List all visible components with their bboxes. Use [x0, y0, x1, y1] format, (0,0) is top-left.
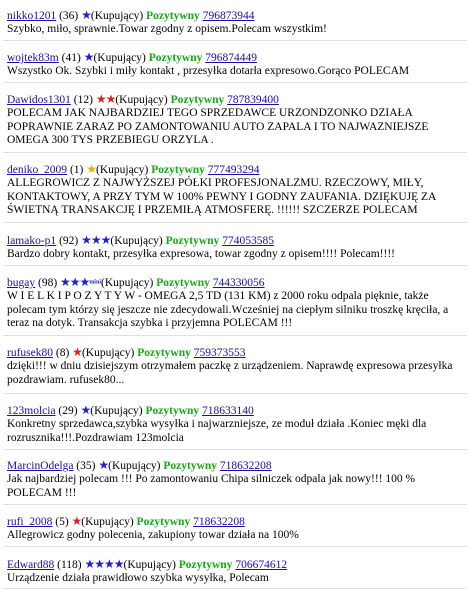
feedback-comment: Szybko, miło, sprawnie.Towar zgodny z opisem.Polecam wszystkim!: [7, 23, 327, 35]
buyer-role: (Kupujący): [81, 347, 135, 359]
auction-link[interactable]: 796873944: [202, 10, 255, 22]
feedback-entry: [0, 453, 470, 505]
auction-link[interactable]: 787839400: [227, 94, 279, 106]
user-link[interactable]: Dawidos1301: [7, 94, 71, 106]
red-star-icon: ★: [72, 345, 82, 359]
feedback-comment: Jak najbardziej polecam !!! Po zamontowaniu Chipa silniczek odpala jak nowy!!! 100 % POLECAM !!!: [7, 473, 416, 499]
rating-label: Pozytywny: [148, 52, 203, 64]
user-link[interactable]: lamako-p1: [7, 235, 57, 247]
feedback-comment: Urządzenie działa prawidłowo szybka wysyłka, Polecam: [7, 572, 269, 584]
rating-label: Pozytywny: [146, 10, 200, 22]
auction-link[interactable]: 706674612: [235, 559, 288, 571]
feedback-count: (1): [69, 164, 84, 176]
blue-star-icon: ★★★: [60, 275, 90, 289]
blue-star-icon: ★: [81, 8, 91, 22]
buyer-role: (Kupujący): [123, 559, 176, 571]
red-star-icon: ★: [71, 514, 82, 528]
feedback-entry: [0, 3, 470, 41]
feedback-header: [7, 93, 279, 108]
feedback-comment: W I E L K I P O Z Y T Y W - OMEGA 2,5 TD (131 KM) z 2000 roku odpala pięknie, także polecam tym którzy się jeszcze nie zdecydowali.Wcześniej na ciepłym silniku troszkę kręciła, a teraz na dotyk. Transakcja szybka i przyjemna POLECAM !!!: [7, 290, 449, 329]
rating-label: Pozytywny: [151, 164, 205, 176]
feedback-comment: ALLEGROWICZ Z NAJWYŻSZEJ PÓŁKI PROFESJONALZMU. RZECZOWY, MIŁY, KONTAKTOWY, A PRZY TYM W 100% PEWNY I GODNY ZAUFANIA. DZIĘKUJĘ ZA ŚWIETNĄ TRANSAKCJĘ I PRZEMIŁĄ ATMOSFERĘ. !!!!!! SZCZERZE POLECAM: [7, 177, 436, 216]
divider: [3, 335, 467, 336]
feedback-header: [7, 515, 245, 530]
divider: [3, 546, 467, 547]
auction-link[interactable]: 774053585: [222, 235, 274, 247]
buyer-role: (Kupujący): [110, 235, 163, 247]
rating-label: Pozytywny: [156, 277, 210, 289]
user-link[interactable]: 123molcia: [7, 405, 56, 417]
feedback-entry: [0, 228, 470, 266]
feedback-count: (118): [57, 559, 82, 571]
feedback-comment: dzięki!!! w dniu dzisiejszym otrzymałem paczkę z urządzeniem. Naprawdę expresowa przesyłka pozdrawiam. rufusek80...: [7, 360, 453, 386]
feedback-entry: [0, 270, 470, 336]
user-link[interactable]: MarcinOdelga: [7, 460, 74, 472]
feedback-entry: [0, 87, 470, 153]
divider: [3, 40, 467, 41]
auction-link[interactable]: 777493294: [207, 164, 260, 176]
user-link[interactable]: rufi_2008: [7, 516, 53, 528]
gold-star-icon: ★: [86, 162, 96, 176]
auction-link[interactable]: 796874449: [205, 52, 257, 64]
user-link[interactable]: bugay: [7, 277, 36, 289]
auction-link[interactable]: 718632208: [219, 460, 272, 472]
divider: [3, 265, 467, 266]
rating-label: Pozytywny: [137, 347, 191, 359]
feedback-count: (41): [61, 52, 81, 64]
user-link[interactable]: wojtek83m: [7, 52, 59, 64]
feedback-header: [7, 163, 260, 178]
user-link[interactable]: deniko_2009: [7, 164, 68, 176]
feedback-count: (92): [59, 235, 79, 247]
buyer-role: (Kupujący): [81, 516, 134, 528]
feedback-entry: [0, 509, 470, 547]
rating-label: Pozytywny: [136, 516, 191, 528]
buyer-role: (Kupujący): [90, 405, 143, 417]
blue-star-icon: ★★★: [81, 233, 111, 247]
buyer-role: (Kupujący): [96, 164, 149, 176]
feedback-header: [7, 9, 254, 24]
user-link[interactable]: Edward88: [7, 559, 55, 571]
divider: [3, 152, 467, 153]
rating-label: Pozytywny: [178, 559, 233, 571]
feedback-header: [7, 276, 265, 291]
divider: [3, 449, 467, 450]
auction-link[interactable]: 718633140: [202, 405, 254, 417]
divider: [3, 82, 467, 83]
feedback-header: [7, 51, 257, 66]
feedback-count: (35): [76, 460, 96, 472]
blue-star-icon: ★: [80, 403, 91, 417]
feedback-header: [7, 404, 254, 419]
rating-label: Pozytywny: [170, 94, 225, 106]
feedback-count: (5): [55, 516, 69, 528]
auction-link[interactable]: 744330056: [212, 277, 265, 289]
feedback-header: [7, 558, 287, 573]
red-star-icon: ★★: [95, 92, 116, 106]
feedback-count: (98): [37, 277, 58, 289]
divider: [3, 393, 467, 394]
buyer-role: (Kupujący): [108, 460, 161, 472]
blue-star-icon: ★★★★: [84, 557, 124, 571]
rating-label: Pozytywny: [165, 235, 220, 247]
feedback-comment: Konkretny sprzedawca,szybka wysyłka i najwarzniejsze, ze moduł działa .Koniec męki dla rozrusznika!!!.Pozdrawiam 123molcia: [7, 418, 427, 444]
feedback-entry: [0, 552, 470, 589]
buyer-role: (Kupujący): [93, 52, 146, 64]
feedback-comment: Bardzo dobry kontakt, przesyłka expresowa, towar zgodny z opisem!!!! Polecam!!!!: [7, 248, 395, 260]
feedback-entry: [0, 157, 470, 223]
user-link[interactable]: rufusek80: [7, 347, 53, 359]
feedback-entry: [0, 340, 470, 394]
divider: [3, 504, 467, 505]
divider: [3, 222, 467, 223]
feedback-count: (29): [58, 405, 78, 417]
feedback-entry: [0, 398, 470, 450]
feedback-comment: POLECAM JAK NAJBARDZIEJ TEGO SPRZEDAWCE URZONDZONKO DZIAŁA POPRAWNIE ZARAZ PO ZAMONTOWANIU AUTO ZAPALA I TO NAJWAZNIEJSZE OMEGA 300 TYS PRZEBIEGU ORZYLA .: [7, 107, 429, 146]
feedback-count: (36): [59, 10, 79, 22]
feedback-header: [7, 346, 245, 361]
feedback-count: (12): [73, 94, 93, 106]
rating-label: Pozytywny: [145, 405, 200, 417]
auction-link[interactable]: 759373553: [193, 347, 246, 359]
mini-badge: mini: [89, 279, 101, 286]
buyer-role: (Kupujący): [100, 277, 154, 289]
user-link[interactable]: nikko1201: [7, 10, 57, 22]
buyer-role: (Kupujący): [90, 10, 144, 22]
feedback-comment: Allegrowicz godny polecenia, zakupiony towar działa na 100%: [7, 529, 299, 541]
feedback-entry: [0, 45, 470, 83]
blue-star-icon: ★: [98, 458, 109, 472]
blue-star-icon: ★: [83, 50, 94, 64]
feedback-header: [7, 459, 272, 474]
feedback-header: [7, 234, 274, 249]
buyer-role: (Kupujący): [115, 94, 168, 106]
feedback-count: (8): [55, 347, 70, 359]
feedback-comment: Wszystko Ok. Szybki i miły kontakt , przesyłka dotarła expresowo.Gorąco POLECAM: [7, 65, 410, 77]
rating-label: Pozytywny: [163, 460, 218, 472]
auction-link[interactable]: 718632208: [193, 516, 245, 528]
